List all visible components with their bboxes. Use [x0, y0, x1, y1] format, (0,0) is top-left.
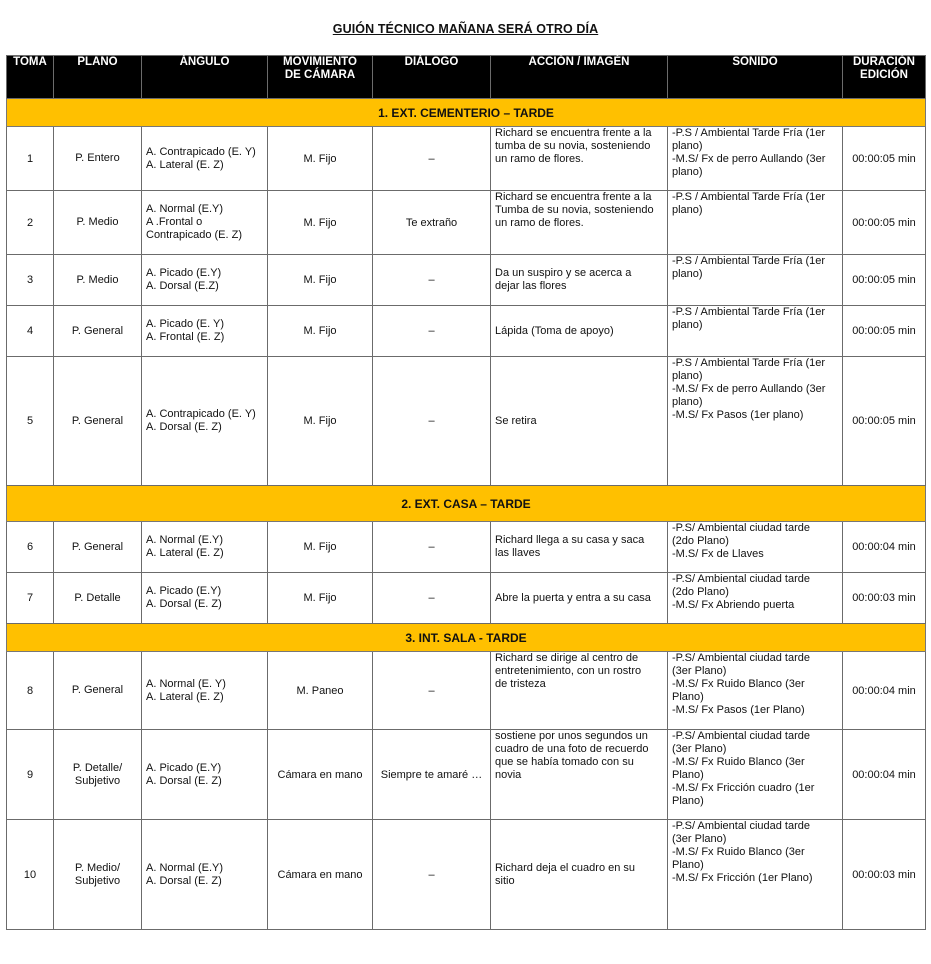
accion-cell-line: novia — [495, 769, 522, 781]
angulo-cell-line: A. Contrapicado (E. Y) — [146, 408, 256, 420]
sonido-cell-line: -M.S/ Fx Ruido Blanco (3er — [672, 846, 805, 858]
angulo-cell — [142, 820, 268, 930]
section-row — [7, 624, 926, 652]
accion-cell-line: sostiene por unos segundos un — [495, 730, 648, 742]
plano-cell-line: P. Medio/ — [74, 861, 121, 874]
plano-cell-line: Subjetivo — [74, 774, 121, 787]
plano-cell — [54, 820, 142, 930]
plano-cell — [54, 127, 142, 191]
angulo-cell-line: A. Normal (E.Y) — [146, 534, 224, 546]
duracion-cell: 00:00:04 min — [843, 522, 926, 573]
angulo-cell-line: A. Dorsal (E. Z) — [146, 598, 222, 610]
technical-script-table — [6, 55, 926, 930]
angulo-cell-line: A. Lateral (E. Z) — [146, 690, 224, 703]
movimiento-cell: Cámara en mano — [268, 730, 373, 820]
sonido-cell-line: (3er Plano) — [672, 743, 727, 755]
dialogo-cell: – — [373, 522, 491, 573]
duracion-cell: 00:00:04 min — [843, 652, 926, 730]
angulo-cell-line: A. Picado (E.Y) — [146, 585, 222, 597]
accion-cell-line: Lápida (Toma de apoyo) — [495, 324, 614, 337]
angulo-cell-line: A. Contrapicado (E. Y) — [146, 145, 256, 158]
accion-cell-line: Tumba de su novia, sosteniendo — [495, 204, 654, 216]
accion-cell — [491, 730, 668, 820]
sonido-cell-line: Plano) — [672, 691, 704, 703]
accion-cell-line: Richard se dirige al centro de — [495, 652, 639, 664]
duracion-cell: 00:00:03 min — [843, 573, 926, 624]
section-title: 3. INT. SALA - TARDE — [7, 624, 926, 652]
sonido-cell — [668, 652, 843, 730]
sonido-cell-line: -M.S/ Fx de perro Aullando (3er — [672, 153, 826, 165]
sonido-cell-line: (3er Plano) — [672, 833, 727, 845]
table-row — [7, 652, 926, 730]
accion-cell-line: un ramo de flores. — [495, 217, 584, 229]
table-row — [7, 127, 926, 191]
header-movimiento: MOVIMIENTO DE CÁMARA — [268, 56, 373, 99]
sonido-cell-line: plano) — [672, 268, 703, 280]
header-sonido: SONIDO — [668, 56, 843, 99]
angulo-cell-line: A. Dorsal (E. Z) — [146, 874, 222, 887]
accion-cell-line: Richard deja el cuadro en su — [495, 861, 636, 874]
accion-cell-line: Richard llega a su casa y saca — [495, 534, 645, 546]
toma-cell: 3 — [7, 255, 54, 306]
sonido-cell-line: (3er Plano) — [672, 665, 727, 677]
header-angulo: ÁNGULO — [142, 56, 268, 99]
sonido-cell-line: Plano) — [672, 795, 704, 807]
plano-cell-line: P. Medio — [76, 273, 119, 286]
section-row — [7, 486, 926, 522]
plano-cell-line: P. General — [71, 540, 124, 553]
accion-cell — [491, 573, 668, 624]
sonido-cell-line: -M.S/ Fx Abriendo puerta — [672, 599, 795, 611]
plano-cell — [54, 730, 142, 820]
sonido-cell-line: plano) — [672, 370, 703, 382]
angulo-cell-line: A. Normal (E.Y) — [146, 861, 224, 874]
angulo-cell — [142, 306, 268, 357]
sonido-cell-line: -P.S / Ambiental Tarde Fría (1er — [672, 255, 826, 267]
movimiento-cell: M. Fijo — [268, 255, 373, 306]
duracion-cell: 00:00:04 min — [843, 730, 926, 820]
movimiento-cell: M. Fijo — [268, 573, 373, 624]
sonido-cell-line: plano) — [672, 204, 703, 216]
sonido-cell-line: -M.S/ Fx de perro Aullando (3er — [672, 383, 826, 395]
angulo-cell — [142, 191, 268, 255]
duracion-cell: 00:00:05 min — [843, 255, 926, 306]
accion-cell-line: entretenimiento, con un rostro — [495, 665, 642, 677]
accion-cell — [491, 191, 668, 255]
plano-cell-line: P. General — [71, 324, 124, 337]
sonido-cell-line: plano) — [672, 319, 703, 331]
sonido-cell-line: -P.S/ Ambiental ciudad tarde — [672, 522, 810, 534]
angulo-cell-line: A. Dorsal (E. Z) — [146, 421, 222, 433]
accion-cell — [491, 127, 668, 191]
accion-cell-line: Da un suspiro y se acerca a — [495, 267, 632, 279]
movimiento-cell: Cámara en mano — [268, 820, 373, 930]
header-dialogo: DIÁLOGO — [373, 56, 491, 99]
accion-cell — [491, 820, 668, 930]
sonido-cell-line: -P.S / Ambiental Tarde Fría (1er — [672, 306, 826, 318]
angulo-cell-line: A. Picado (E.Y) — [146, 267, 222, 279]
accion-cell — [491, 306, 668, 357]
accion-cell-line: Abre la puerta y entra a su casa — [495, 591, 651, 604]
accion-cell — [491, 357, 668, 486]
sonido-cell-line: -P.S / Ambiental Tarde Fría (1er — [672, 127, 826, 139]
plano-cell-line: P. Detalle — [74, 591, 121, 604]
dialogo-cell: – — [373, 357, 491, 486]
angulo-cell-line: A. Lateral (E. Z) — [146, 547, 224, 559]
plano-cell — [54, 306, 142, 357]
angulo-cell-line: A. Picado (E. Y) — [146, 318, 225, 330]
section-row — [7, 99, 926, 127]
angulo-cell — [142, 522, 268, 573]
header-accion: ACCIÓN / IMAGÉN — [491, 56, 668, 99]
accion-cell-line: tumba de su novia, sosteniendo — [495, 140, 651, 152]
table-row — [7, 357, 926, 486]
table-row — [7, 730, 926, 820]
sonido-cell-line: -P.S/ Ambiental ciudad tarde — [672, 573, 810, 585]
plano-cell-line: P. General — [71, 684, 124, 696]
angulo-cell-line: A. Picado (E.Y) — [146, 761, 222, 774]
accion-cell — [491, 652, 668, 730]
document-title: GUIÓN TÉCNICO MAÑANA SERÁ OTRO DÍA — [332, 22, 599, 36]
duracion-cell: 00:00:05 min — [843, 357, 926, 486]
sonido-cell-line: -M.S/ Fx Pasos (1er plano) — [672, 409, 804, 421]
table-row — [7, 306, 926, 357]
toma-cell: 1 — [7, 127, 54, 191]
angulo-cell-line: A. Dorsal (E.Z) — [146, 280, 219, 292]
sonido-cell — [668, 522, 843, 573]
table-body — [7, 99, 926, 930]
dialogo-cell: – — [373, 255, 491, 306]
plano-cell — [54, 522, 142, 573]
sonido-cell-line: plano) — [672, 166, 703, 178]
duracion-cell: 00:00:05 min — [843, 127, 926, 191]
accion-cell-line: cuadro de una foto de recuerdo — [495, 743, 649, 755]
accion-cell-line: sitio — [495, 874, 515, 887]
sonido-cell-line: (2do Plano) — [672, 586, 729, 598]
duracion-cell: 00:00:05 min — [843, 306, 926, 357]
plano-cell — [54, 573, 142, 624]
toma-cell: 8 — [7, 652, 54, 730]
plano-cell-line: P. General — [71, 414, 124, 427]
sonido-cell — [668, 255, 843, 306]
toma-cell: 9 — [7, 730, 54, 820]
plano-cell-line: Subjetivo — [74, 874, 121, 887]
movimiento-cell: M. Paneo — [268, 652, 373, 730]
plano-cell-line: P. Medio — [76, 216, 119, 228]
sonido-cell-line: -P.S / Ambiental Tarde Fría (1er — [672, 357, 826, 369]
angulo-cell-line: A. Frontal (E. Z) — [146, 331, 225, 343]
angulo-cell-line: A. Lateral (E. Z) — [146, 158, 224, 171]
accion-cell-line: Richard se encuentra frente a la — [495, 191, 652, 203]
sonido-cell-line: (2do Plano) — [672, 535, 729, 547]
accion-cell-line: un ramo de flores. — [495, 153, 584, 165]
sonido-cell — [668, 730, 843, 820]
angulo-cell-line: Contrapicado (E. Z) — [146, 229, 242, 241]
sonido-cell — [668, 127, 843, 191]
accion-cell-line: que se había tomado con su — [495, 756, 634, 768]
table-row — [7, 255, 926, 306]
table-row — [7, 820, 926, 930]
sonido-cell-line: -P.S/ Ambiental ciudad tarde — [672, 820, 810, 832]
toma-cell: 7 — [7, 573, 54, 624]
dialogo-cell: Te extraño — [373, 191, 491, 255]
sonido-cell-line: -M.S/ Fx de Llaves — [672, 548, 764, 560]
table-row — [7, 573, 926, 624]
sonido-cell — [668, 191, 843, 255]
angulo-cell — [142, 255, 268, 306]
duracion-cell: 00:00:05 min — [843, 191, 926, 255]
sonido-cell-line: -P.S/ Ambiental ciudad tarde — [672, 652, 810, 664]
header-toma: TOMA — [7, 56, 54, 99]
movimiento-cell: M. Fijo — [268, 127, 373, 191]
accion-cell — [491, 522, 668, 573]
toma-cell: 2 — [7, 191, 54, 255]
angulo-cell — [142, 357, 268, 486]
plano-cell — [54, 255, 142, 306]
plano-cell-line: P. Detalle/ — [72, 761, 123, 774]
angulo-cell — [142, 730, 268, 820]
movimiento-cell: M. Fijo — [268, 306, 373, 357]
toma-cell: 6 — [7, 522, 54, 573]
dialogo-cell: – — [373, 820, 491, 930]
sonido-cell-line: Plano) — [672, 859, 704, 871]
angulo-cell-line: A. Normal (E.Y) — [146, 203, 224, 215]
accion-cell-line: Se retira — [495, 414, 537, 427]
accion-cell-line: dejar las flores — [495, 280, 567, 292]
movimiento-cell: M. Fijo — [268, 522, 373, 573]
dialogo-cell: Siempre te amaré … — [373, 730, 491, 820]
sonido-cell-line: -M.S/ Fx Fricción cuadro (1er — [672, 782, 815, 794]
angulo-cell — [142, 652, 268, 730]
toma-cell: 5 — [7, 357, 54, 486]
sonido-cell — [668, 306, 843, 357]
section-title: 1. EXT. CEMENTERIO – TARDE — [7, 99, 926, 127]
sonido-cell-line: -P.S / Ambiental Tarde Fría (1er — [672, 191, 826, 203]
plano-cell — [54, 191, 142, 255]
plano-cell-line: P. Entero — [75, 152, 120, 164]
angulo-cell — [142, 573, 268, 624]
table-row — [7, 522, 926, 573]
angulo-cell-line: A .Frontal o — [146, 216, 203, 228]
sonido-cell-line: -M.S/ Fx Pasos (1er Plano) — [672, 704, 805, 716]
toma-cell: 4 — [7, 306, 54, 357]
sonido-cell-line: plano) — [672, 396, 703, 408]
table-header — [7, 56, 926, 99]
accion-cell — [491, 255, 668, 306]
plano-cell — [54, 652, 142, 730]
movimiento-cell: M. Fijo — [268, 191, 373, 255]
duracion-cell: 00:00:03 min — [843, 820, 926, 930]
toma-cell: 10 — [7, 820, 54, 930]
sonido-cell-line: Plano) — [672, 769, 704, 781]
sonido-cell — [668, 573, 843, 624]
dialogo-cell: – — [373, 306, 491, 357]
sonido-cell-line: -M.S/ Fx Fricción (1er Plano) — [672, 872, 813, 884]
accion-cell-line: de tristeza — [495, 678, 546, 690]
dialogo-cell: – — [373, 652, 491, 730]
table-row — [7, 191, 926, 255]
sonido-cell — [668, 357, 843, 486]
movimiento-cell: M. Fijo — [268, 357, 373, 486]
header-duracion: DURACIÓN EDICIÓN — [843, 56, 926, 99]
sonido-cell-line: -M.S/ Fx Ruido Blanco (3er — [672, 678, 805, 690]
accion-cell-line: Richard se encuentra frente a la — [495, 127, 652, 139]
angulo-cell — [142, 127, 268, 191]
angulo-cell-line: A. Normal (E. Y) — [146, 677, 226, 690]
sonido-cell-line: -P.S/ Ambiental ciudad tarde — [672, 730, 810, 742]
dialogo-cell: – — [373, 573, 491, 624]
plano-cell — [54, 357, 142, 486]
accion-cell-line: las llaves — [495, 547, 541, 559]
section-title: 2. EXT. CASA – TARDE — [7, 486, 926, 522]
sonido-cell-line: -M.S/ Fx Ruido Blanco (3er — [672, 756, 805, 768]
sonido-cell-line: plano) — [672, 140, 703, 152]
dialogo-cell: – — [373, 127, 491, 191]
header-plano: PLANO — [54, 56, 142, 99]
sonido-cell — [668, 820, 843, 930]
angulo-cell-line: A. Dorsal (E. Z) — [146, 774, 222, 787]
